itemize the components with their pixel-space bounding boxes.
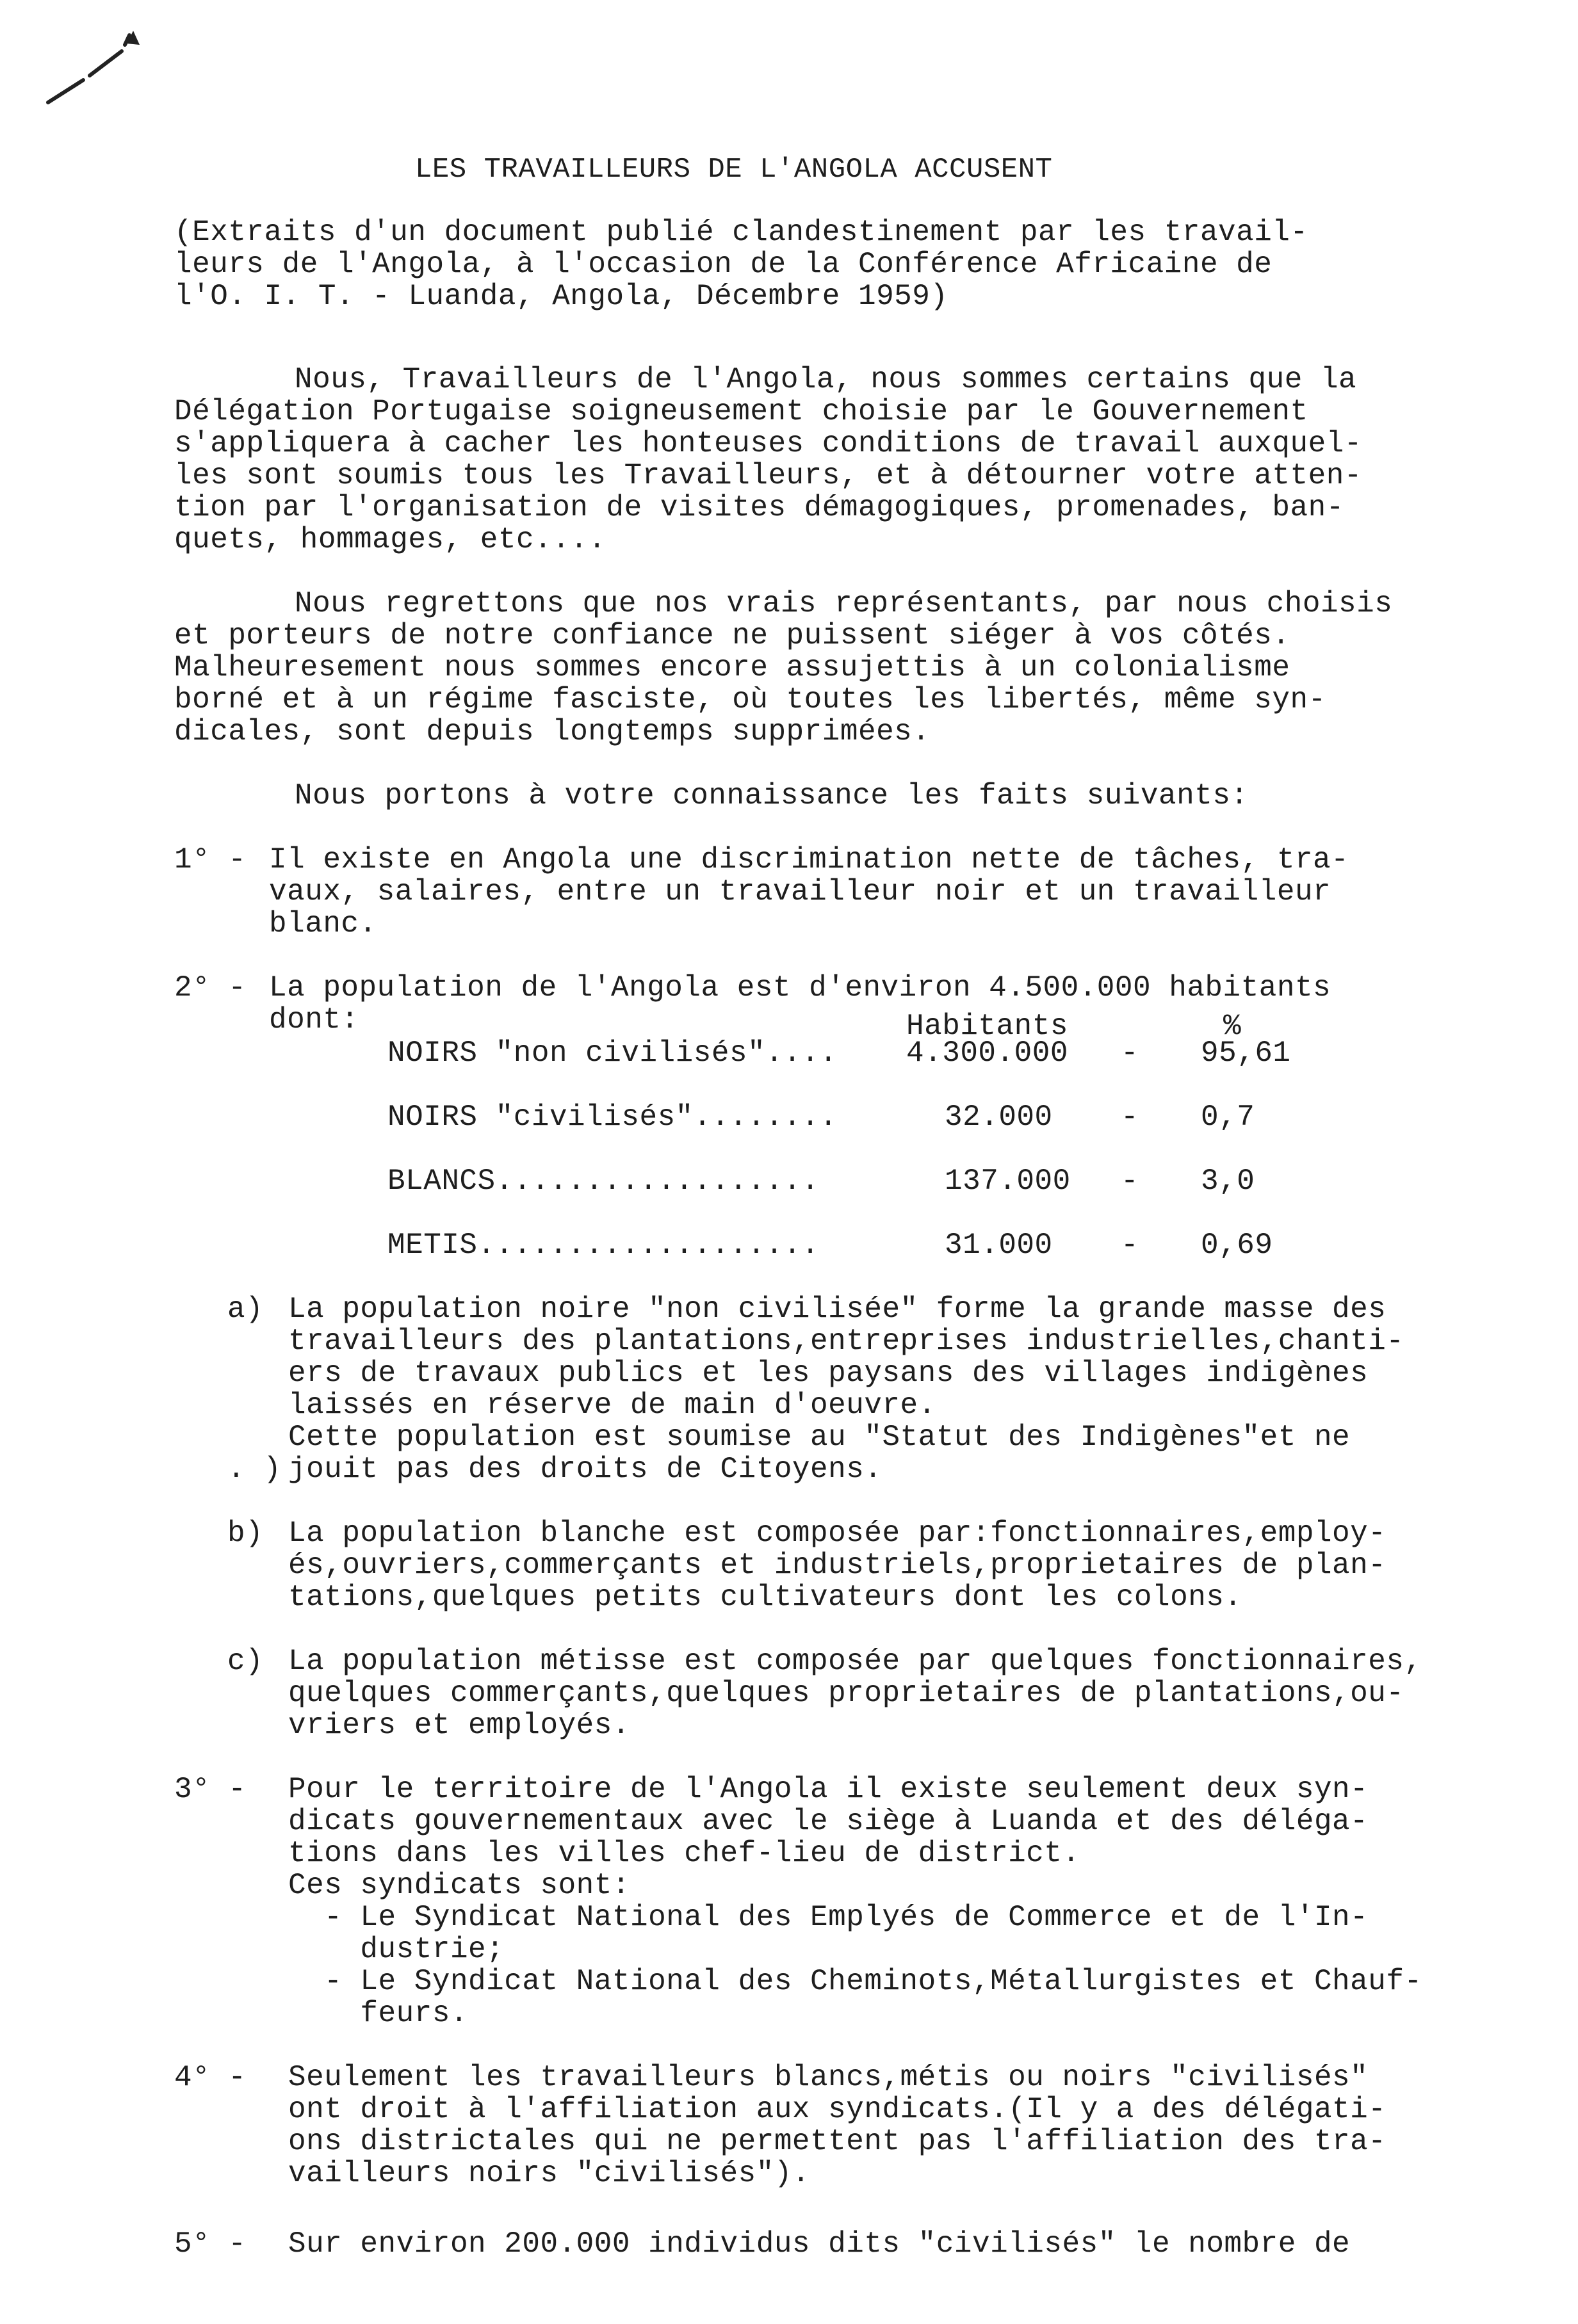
- row-dash: -: [1121, 1037, 1139, 1070]
- item-number: 5° -: [174, 2227, 247, 2261]
- margin-mark: . ): [227, 1453, 282, 1486]
- paragraph-line: Malheuresement nous sommes encore assujettis à un colonialisme: [174, 651, 1290, 684]
- item-number: 1° -: [174, 843, 247, 876]
- sub-letter: c): [227, 1645, 264, 1678]
- item-line: vaux, salaires, entre un travailleur noir et un travailleur: [269, 875, 1331, 908]
- paragraph-line: Nous regrettons que nos vrais représentants, par nous choisis: [295, 587, 1393, 620]
- row-label: BLANCS..................: [387, 1165, 820, 1198]
- row-habitants: 137.000: [945, 1165, 1071, 1198]
- item-line: ons districtales qui ne permettent pas l'affiliation des tra-: [288, 2125, 1387, 2158]
- row-percent: 95,61: [1201, 1037, 1291, 1070]
- sub-line: travailleurs des plantations,entreprises industrielles,chanti-: [288, 1325, 1404, 1358]
- sub-line: laissés en réserve de main d'oeuvre.: [288, 1389, 936, 1422]
- item-number: 4° -: [174, 2061, 247, 2094]
- item-line: ont droit à l'affiliation aux syndicats.(Il y a des délégati-: [288, 2093, 1387, 2126]
- row-habitants: 31.000: [945, 1229, 1053, 1262]
- paragraph-line: les sont soumis tous les Travailleurs, et à détourner votre atten-: [174, 459, 1362, 492]
- item-line: Sur environ 200.000 individus dits "civilisés" le nombre de: [288, 2227, 1351, 2261]
- sub-line: La population métisse est composée par quelques fonctionnaires,: [288, 1645, 1422, 1678]
- row-dash: -: [1121, 1165, 1139, 1198]
- sub-line: vriers et employés.: [288, 1709, 630, 1742]
- sub-line: és,ouvriers,commerçants et industriels,proprietaires de plan-: [288, 1549, 1387, 1582]
- sub-line: La population noire "non civilisée" forme la grande masse des: [288, 1293, 1387, 1326]
- paragraph-line: s'appliquera à cacher les honteuses conditions de travail auxquel-: [174, 427, 1362, 460]
- row-label: NOIRS "civilisés"........: [387, 1101, 838, 1134]
- table-header-percent: %: [1223, 1010, 1242, 1043]
- item-line: Il existe en Angola une discrimination nette de tâches, tra-: [269, 843, 1349, 876]
- item-number: 3° -: [174, 1773, 247, 1806]
- sub-letter: b): [227, 1517, 264, 1550]
- row-label: NOIRS "non civilisés"....: [387, 1037, 838, 1070]
- sub-line: La population blanche est composée par:fonctionnaires,employ-: [288, 1517, 1387, 1550]
- row-habitants: 4.300.000: [906, 1037, 1068, 1070]
- row-percent: 0,69: [1201, 1229, 1273, 1262]
- item-line: Seulement les travailleurs blancs,métis ou noirs "civilisés": [288, 2061, 1369, 2094]
- item-line: dont:: [269, 1003, 359, 1037]
- paragraph-line: dicales, sont depuis longtemps supprimées.: [174, 715, 931, 748]
- row-dash: -: [1121, 1101, 1139, 1134]
- row-dash: -: [1121, 1229, 1139, 1262]
- item-line: blanc.: [269, 907, 377, 940]
- paragraph-line: Nous, Travailleurs de l'Angola, nous sommes certains que la: [295, 363, 1357, 396]
- intro-line: (Extraits d'un document publié clandestinement par les travail-: [174, 216, 1308, 249]
- page-title: LES TRAVAILLEURS DE L'ANGOLA ACCUSENT: [415, 154, 1053, 186]
- item-line: Ces syndicats sont:: [288, 1869, 630, 1902]
- intro-line: l'O. I. T. - Luanda, Angola, Décembre 1959): [174, 280, 948, 313]
- paragraph-line: tion par l'organisation de visites démagogiques, promenades, ban-: [174, 491, 1344, 524]
- item-line: vailleurs noirs "civilisés").: [288, 2157, 811, 2190]
- row-percent: 3,0: [1201, 1165, 1255, 1198]
- paragraph-line: borné et à un régime fasciste, où toutes les libertés, même syn-: [174, 683, 1326, 716]
- sub-line: tations,quelques petits cultivateurs dont les colons.: [288, 1581, 1242, 1614]
- paragraph-line: Délégation Portugaise soigneusement choisie par le Gouvernement: [174, 395, 1308, 428]
- sub-line: Cette population est soumise au "Statut des Indigènes"et ne: [288, 1421, 1351, 1454]
- sub-line: ers de travaux publics et les paysans des villages indigènes: [288, 1357, 1369, 1390]
- paragraph-3: Nous portons à votre connaissance les faits suivants:: [295, 779, 1249, 812]
- row-label: METIS...................: [387, 1229, 820, 1262]
- item-line: dicats gouvernementaux avec le siège à Luanda et des déléga-: [288, 1805, 1369, 1838]
- sub-line: quelques commerçants,quelques proprietaires de plantations,ou-: [288, 1677, 1404, 1710]
- item-line: feurs.: [288, 1997, 469, 2030]
- item-line: Pour le territoire de l'Angola il existe seulement deux syn-: [288, 1773, 1369, 1806]
- item-line: - Le Syndicat National des Emplyés de Commerce et de l'In-: [288, 1901, 1369, 1934]
- intro-line: leurs de l'Angola, à l'occasion de la Conférence Africaine de: [174, 248, 1273, 281]
- paragraph-line: quets, hommages, etc....: [174, 523, 606, 556]
- row-percent: 0,7: [1201, 1101, 1255, 1134]
- table-header-habitants: Habitants: [906, 1010, 1068, 1043]
- item-number: 2° -: [174, 971, 247, 1005]
- item-line: tions dans les villes chef-lieu de district.: [288, 1837, 1080, 1870]
- corner-pen-mark: [45, 26, 141, 109]
- item-line: - Le Syndicat National des Cheminots,Métallurgistes et Chauf-: [288, 1965, 1422, 1998]
- row-habitants: 32.000: [945, 1101, 1053, 1134]
- sub-line: jouit pas des droits de Citoyens.: [288, 1453, 883, 1486]
- item-line: dustrie;: [288, 1933, 505, 1966]
- sub-letter: a): [227, 1293, 264, 1326]
- paragraph-line: et porteurs de notre confiance ne puissent siéger à vos côtés.: [174, 619, 1290, 652]
- item-line: La population de l'Angola est d'environ 4.500.000 habitants: [269, 971, 1331, 1005]
